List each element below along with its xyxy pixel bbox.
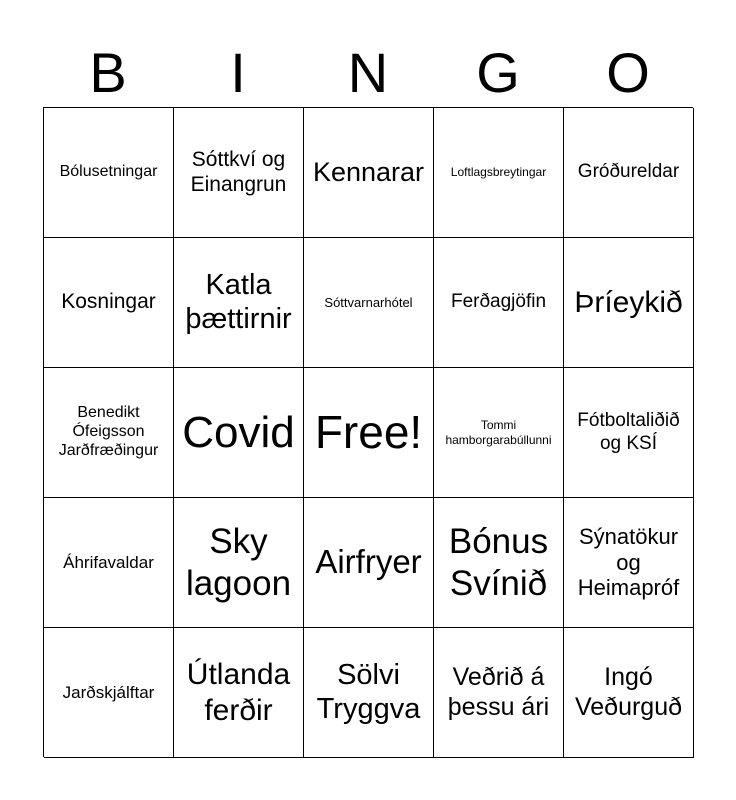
free-space-cell[interactable]: Free! — [304, 368, 434, 498]
bingo-cell[interactable]: Bólusetningar — [44, 108, 174, 238]
bingo-cell[interactable]: Sky lagoon — [174, 498, 304, 628]
bingo-cell[interactable]: Sóttvarnarhótel — [304, 238, 434, 368]
header-letter-o: O — [606, 41, 650, 104]
header-letter-n: N — [347, 41, 389, 104]
bingo-cell[interactable]: Þríeykið — [564, 238, 694, 368]
bingo-cell[interactable]: Benedikt Ófeigsson Jarðfræðingur — [44, 368, 174, 498]
bingo-cell[interactable]: Covid — [174, 368, 304, 498]
bingo-cell[interactable]: Áhrifavaldar — [44, 498, 174, 628]
bingo-cell[interactable]: Kennarar — [304, 108, 434, 238]
bingo-cell[interactable]: Katla þættirnir — [174, 238, 304, 368]
bingo-cell[interactable]: Airfryer — [304, 498, 434, 628]
header-letter-g: G — [476, 41, 520, 104]
bingo-header — [43, 38, 693, 108]
bingo-cell[interactable]: Tommi hamborgarabúllunni — [434, 368, 564, 498]
bingo-cell[interactable]: Kosningar — [44, 238, 174, 368]
bingo-cell[interactable]: Sölvi Tryggva — [304, 628, 434, 758]
bingo-cell[interactable]: Fótboltaliðið og KSÍ — [564, 368, 694, 498]
bingo-cell[interactable]: Gróðureldar — [564, 108, 694, 238]
bingo-cell[interactable]: Loftlagsbreytingar — [434, 108, 564, 238]
header-letter-b: B — [89, 41, 127, 104]
bingo-grid — [43, 107, 693, 757]
header-letter-i: I — [230, 41, 246, 104]
bingo-cell[interactable]: Sýnatökur og Heimapróf — [564, 498, 694, 628]
bingo-cell[interactable]: Veðrið á þessu ári — [434, 628, 564, 758]
bingo-cell[interactable]: Jarðskjálftar — [44, 628, 174, 758]
bingo-cell[interactable]: Bónus Svínið — [434, 498, 564, 628]
bingo-cell[interactable]: Sóttkví og Einangrun — [174, 108, 304, 238]
bingo-cell[interactable]: Útlanda ferðir — [174, 628, 304, 758]
bingo-cell[interactable]: Ingó Veðurguð — [564, 628, 694, 758]
bingo-cell[interactable]: Ferðagjöfin — [434, 238, 564, 368]
